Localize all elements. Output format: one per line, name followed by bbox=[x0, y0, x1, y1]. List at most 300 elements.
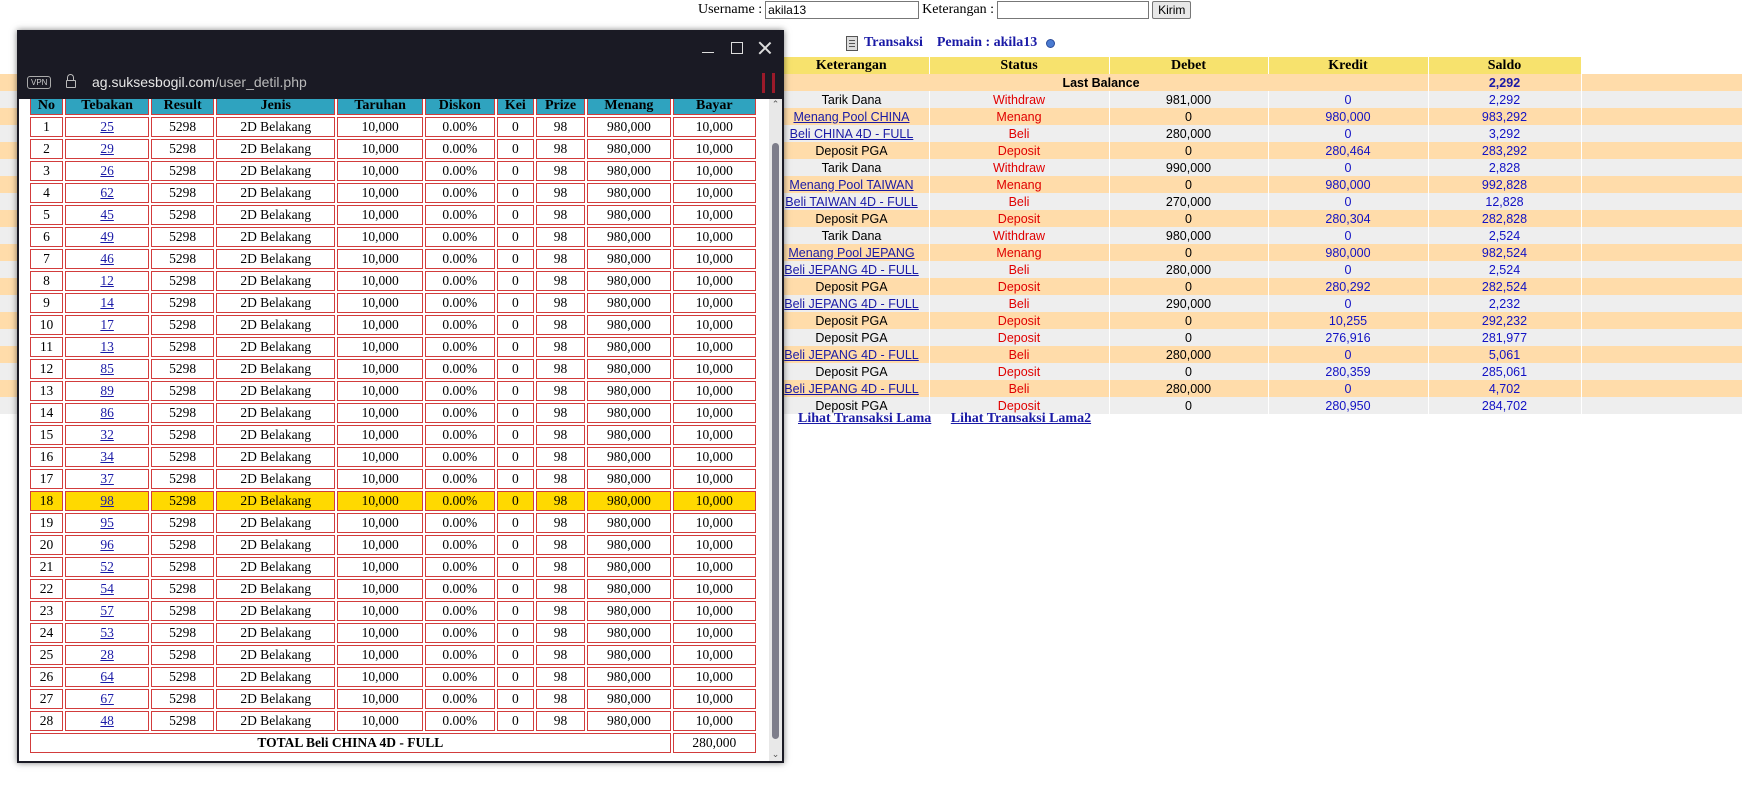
kredit-cell: 980,000 bbox=[1268, 108, 1428, 125]
kredit-cell: 280,950 bbox=[1268, 397, 1428, 414]
bayar-cell: 10,000 bbox=[673, 315, 756, 335]
result-cell: 5298 bbox=[151, 271, 214, 291]
jenis-cell: 2D Belakang bbox=[216, 161, 335, 181]
no-cell: 20 bbox=[30, 535, 63, 555]
tebakan-link[interactable]: 48 bbox=[100, 713, 114, 728]
tebakan-link[interactable]: 53 bbox=[100, 625, 114, 640]
bet-row bbox=[30, 469, 756, 489]
keterangan-link[interactable]: Beli TAIWAN 4D - FULL bbox=[785, 194, 918, 209]
menang-cell: 980,000 bbox=[587, 667, 670, 687]
kei-cell: 0 bbox=[497, 117, 534, 137]
prize-cell: 98 bbox=[536, 403, 585, 423]
saldo-cell: 282,828 bbox=[1428, 210, 1581, 227]
debet-cell: 0 bbox=[1109, 176, 1268, 193]
old-transaction-links bbox=[798, 411, 1107, 427]
diskon-cell: 0.00% bbox=[425, 315, 495, 335]
bayar-cell: 10,000 bbox=[673, 623, 756, 643]
kei-cell: 0 bbox=[497, 645, 534, 665]
saldo-cell: 283,292 bbox=[1428, 142, 1581, 159]
keterangan-cell[interactable] bbox=[774, 244, 929, 261]
bet-col-no: No bbox=[30, 99, 63, 115]
kredit-cell: 276,916 bbox=[1268, 329, 1428, 346]
taruhan-cell: 10,000 bbox=[337, 579, 422, 599]
kirim-button[interactable]: Kirim bbox=[1152, 1, 1191, 19]
no-cell: 27 bbox=[30, 689, 63, 709]
no-cell: 9 bbox=[30, 293, 63, 313]
kei-cell: 0 bbox=[497, 711, 534, 731]
diskon-cell: 0.00% bbox=[425, 491, 495, 511]
kei-cell: 0 bbox=[497, 381, 534, 401]
kei-cell: 0 bbox=[497, 513, 534, 533]
username-label: Username : bbox=[698, 2, 763, 17]
diskon-cell: 0.00% bbox=[425, 403, 495, 423]
keterangan-link[interactable]: Beli JEPANG 4D - FULL bbox=[784, 296, 919, 311]
saldo-cell: 2,828 bbox=[1428, 159, 1581, 176]
tebakan-link[interactable]: 98 bbox=[100, 493, 114, 508]
tebakan-link[interactable]: 13 bbox=[100, 339, 114, 354]
tebakan-cell[interactable] bbox=[65, 447, 149, 467]
username-input[interactable] bbox=[765, 1, 919, 19]
tebakan-cell[interactable] bbox=[65, 249, 149, 269]
no-cell: 22 bbox=[30, 579, 63, 599]
bet-row bbox=[30, 205, 756, 225]
bet-row bbox=[30, 271, 756, 291]
keterangan-cell: Deposit PGA bbox=[774, 397, 929, 414]
tebakan-cell[interactable] bbox=[65, 161, 149, 181]
bet-row bbox=[30, 249, 756, 269]
taruhan-cell: 10,000 bbox=[337, 183, 422, 203]
menang-cell: 980,000 bbox=[587, 579, 670, 599]
prize-cell: 98 bbox=[536, 161, 585, 181]
diskon-cell: 0.00% bbox=[425, 623, 495, 643]
bet-row bbox=[30, 645, 756, 665]
status-cell: Beli bbox=[929, 346, 1109, 363]
prize-cell: 98 bbox=[536, 513, 585, 533]
tebakan-link[interactable]: 54 bbox=[100, 581, 114, 596]
bet-row bbox=[30, 513, 756, 533]
tebakan-cell[interactable] bbox=[65, 711, 149, 731]
row-spacer-right bbox=[1581, 159, 1742, 176]
tebakan-cell[interactable] bbox=[65, 359, 149, 379]
kredit-cell: 0 bbox=[1268, 346, 1428, 363]
debet-cell: 0 bbox=[1109, 278, 1268, 295]
bet-row bbox=[30, 447, 756, 467]
taruhan-cell: 10,000 bbox=[337, 491, 422, 511]
scroll-up-icon[interactable]: ⌃ bbox=[771, 100, 780, 110]
prize-cell: 98 bbox=[536, 579, 585, 599]
keterangan-link[interactable]: Menang Pool CHINA bbox=[793, 109, 910, 124]
tebakan-link[interactable]: 67 bbox=[100, 691, 114, 706]
tebakan-cell[interactable] bbox=[65, 271, 149, 291]
bet-row bbox=[30, 667, 756, 687]
keterangan-cell[interactable] bbox=[774, 125, 929, 142]
keterangan-link[interactable]: Beli CHINA 4D - FULL bbox=[789, 126, 914, 141]
tebakan-cell[interactable] bbox=[65, 535, 149, 555]
bet-col-diskon: Diskon bbox=[425, 99, 495, 115]
tebakan-link[interactable]: 17 bbox=[100, 317, 114, 332]
diskon-cell: 0.00% bbox=[425, 139, 495, 159]
result-cell: 5298 bbox=[151, 381, 214, 401]
saldo-cell: 2,524 bbox=[1428, 227, 1581, 244]
tebakan-link[interactable]: 12 bbox=[100, 273, 114, 288]
diskon-cell: 0.00% bbox=[425, 381, 495, 401]
result-cell: 5298 bbox=[151, 447, 214, 467]
bayar-cell: 10,000 bbox=[673, 227, 756, 247]
row-spacer-right bbox=[1581, 329, 1742, 346]
tebakan-link[interactable]: 32 bbox=[100, 427, 114, 442]
bet-body bbox=[30, 117, 756, 753]
minimize-icon[interactable] bbox=[700, 40, 716, 56]
prize-cell: 98 bbox=[536, 689, 585, 709]
kredit-cell: 0 bbox=[1268, 193, 1428, 210]
taruhan-cell: 10,000 bbox=[337, 447, 422, 467]
taruhan-cell: 10,000 bbox=[337, 271, 422, 291]
keterangan-link[interactable]: Menang Pool JEPANG bbox=[788, 245, 915, 260]
prize-cell: 98 bbox=[536, 315, 585, 335]
tebakan-link[interactable]: 52 bbox=[100, 559, 114, 574]
keterangan-cell[interactable] bbox=[774, 346, 929, 363]
tebakan-cell[interactable] bbox=[65, 403, 149, 423]
last-balance-value: 2,292 bbox=[1428, 74, 1581, 91]
result-cell: 5298 bbox=[151, 645, 214, 665]
col-saldo: Saldo bbox=[1428, 57, 1581, 74]
bayar-cell: 10,000 bbox=[673, 601, 756, 621]
tebakan-cell[interactable] bbox=[65, 183, 149, 203]
debet-cell: 980,000 bbox=[1109, 227, 1268, 244]
tebakan-cell[interactable] bbox=[65, 117, 149, 137]
debet-cell: 270,000 bbox=[1109, 193, 1268, 210]
tebakan-link[interactable]: 49 bbox=[100, 229, 114, 244]
result-cell: 5298 bbox=[151, 183, 214, 203]
taruhan-cell: 10,000 bbox=[337, 139, 422, 159]
diskon-cell: 0.00% bbox=[425, 425, 495, 445]
prize-cell: 98 bbox=[536, 447, 585, 467]
bayar-cell: 10,000 bbox=[673, 139, 756, 159]
close-icon[interactable] bbox=[757, 40, 773, 56]
total-label: TOTAL Beli CHINA 4D - FULL bbox=[30, 733, 671, 753]
row-spacer-right bbox=[1581, 142, 1742, 159]
jenis-cell: 2D Belakang bbox=[216, 381, 335, 401]
kei-cell: 0 bbox=[497, 667, 534, 687]
prize-cell: 98 bbox=[536, 381, 585, 401]
info-icon[interactable] bbox=[1046, 39, 1055, 48]
tebakan-cell[interactable] bbox=[65, 139, 149, 159]
debet-cell: 0 bbox=[1109, 210, 1268, 227]
status-cell: Withdraw bbox=[929, 227, 1109, 244]
bet-col-tebakan: Tebakan bbox=[65, 99, 149, 115]
debet-cell: 981,000 bbox=[1109, 91, 1268, 108]
jenis-cell: 2D Belakang bbox=[216, 315, 335, 335]
debet-cell: 0 bbox=[1109, 329, 1268, 346]
jenis-cell: 2D Belakang bbox=[216, 491, 335, 511]
bayar-cell: 10,000 bbox=[673, 271, 756, 291]
tebakan-cell[interactable] bbox=[65, 337, 149, 357]
search-form bbox=[698, 0, 1191, 20]
menang-cell: 980,000 bbox=[587, 645, 670, 665]
no-cell: 16 bbox=[30, 447, 63, 467]
taruhan-cell: 10,000 bbox=[337, 601, 422, 621]
scrollbar[interactable] bbox=[769, 99, 782, 761]
no-cell: 3 bbox=[30, 161, 63, 181]
bayar-cell: 10,000 bbox=[673, 293, 756, 313]
row-spacer-right bbox=[1581, 380, 1742, 397]
bet-col-menang: Menang bbox=[587, 99, 670, 115]
bayar-cell: 10,000 bbox=[673, 689, 756, 709]
keterangan-cell: Deposit PGA bbox=[774, 278, 929, 295]
old-transactions-2-link[interactable]: Lihat Transaksi Lama2 bbox=[950, 411, 1092, 426]
prize-cell: 98 bbox=[536, 535, 585, 555]
tebakan-link[interactable]: 85 bbox=[100, 361, 114, 376]
prize-cell: 98 bbox=[536, 711, 585, 731]
menang-cell: 980,000 bbox=[587, 403, 670, 423]
diskon-cell: 0.00% bbox=[425, 117, 495, 137]
row-spacer-right bbox=[1581, 193, 1742, 210]
tebakan-link[interactable]: 25 bbox=[100, 119, 114, 134]
tebakan-cell[interactable] bbox=[65, 689, 149, 709]
menang-cell: 980,000 bbox=[587, 601, 670, 621]
tebakan-cell[interactable] bbox=[65, 469, 149, 489]
jenis-cell: 2D Belakang bbox=[216, 249, 335, 269]
result-cell: 5298 bbox=[151, 139, 214, 159]
jenis-cell: 2D Belakang bbox=[216, 117, 335, 137]
tebakan-link[interactable]: 62 bbox=[100, 185, 114, 200]
no-cell: 19 bbox=[30, 513, 63, 533]
bet-row bbox=[30, 557, 756, 577]
taruhan-cell: 10,000 bbox=[337, 315, 422, 335]
saldo-cell: 282,524 bbox=[1428, 278, 1581, 295]
tebakan-link[interactable]: 37 bbox=[100, 471, 114, 486]
url-text[interactable] bbox=[92, 74, 307, 90]
result-cell: 5298 bbox=[151, 601, 214, 621]
tebakan-cell[interactable] bbox=[65, 315, 149, 335]
taruhan-cell: 10,000 bbox=[337, 227, 422, 247]
bayar-cell: 10,000 bbox=[673, 557, 756, 577]
extension-icon[interactable] bbox=[762, 73, 778, 93]
tebakan-link[interactable]: 34 bbox=[100, 449, 114, 464]
tebakan-link[interactable]: 29 bbox=[100, 141, 114, 156]
bet-row bbox=[30, 359, 756, 379]
no-cell: 13 bbox=[30, 381, 63, 401]
menang-cell: 980,000 bbox=[587, 139, 670, 159]
no-cell: 15 bbox=[30, 425, 63, 445]
row-spacer-right bbox=[1581, 108, 1742, 125]
tebakan-cell[interactable] bbox=[65, 645, 149, 665]
tebakan-link[interactable]: 96 bbox=[100, 537, 114, 552]
bet-row bbox=[30, 689, 756, 709]
menang-cell: 980,000 bbox=[587, 161, 670, 181]
keterangan-cell[interactable] bbox=[774, 380, 929, 397]
keterangan-cell[interactable] bbox=[774, 176, 929, 193]
kei-cell: 0 bbox=[497, 469, 534, 489]
tebakan-link[interactable]: 64 bbox=[100, 669, 114, 684]
keterangan-cell: Deposit PGA bbox=[774, 329, 929, 346]
tebakan-link[interactable]: 28 bbox=[100, 647, 114, 662]
status-cell: Beli bbox=[929, 295, 1109, 312]
keterangan-cell: Deposit PGA bbox=[774, 142, 929, 159]
keterangan-link[interactable]: Beli JEPANG 4D - FULL bbox=[784, 262, 919, 277]
keterangan-cell[interactable] bbox=[774, 261, 929, 278]
taruhan-cell: 10,000 bbox=[337, 403, 422, 423]
bayar-cell: 10,000 bbox=[673, 337, 756, 357]
bayar-cell: 10,000 bbox=[673, 117, 756, 137]
taruhan-cell: 10,000 bbox=[337, 249, 422, 269]
tebakan-cell[interactable] bbox=[65, 513, 149, 533]
diskon-cell: 0.00% bbox=[425, 161, 495, 181]
bet-col-bayar: Bayar bbox=[673, 99, 756, 115]
popup-window bbox=[17, 30, 784, 763]
keterangan-input[interactable] bbox=[997, 1, 1149, 19]
debet-cell: 280,000 bbox=[1109, 380, 1268, 397]
no-cell: 26 bbox=[30, 667, 63, 687]
saldo-cell: 281,977 bbox=[1428, 329, 1581, 346]
menang-cell: 980,000 bbox=[587, 557, 670, 577]
result-cell: 5298 bbox=[151, 689, 214, 709]
prize-cell: 98 bbox=[536, 249, 585, 269]
keterangan-cell[interactable] bbox=[774, 295, 929, 312]
tebakan-link[interactable]: 57 bbox=[100, 603, 114, 618]
vpn-badge[interactable]: VPN bbox=[27, 76, 51, 89]
debet-cell: 0 bbox=[1109, 363, 1268, 380]
keterangan-cell: Deposit PGA bbox=[774, 312, 929, 329]
row-spacer-right bbox=[1581, 346, 1742, 363]
keterangan-link[interactable]: Beli JEPANG 4D - FULL bbox=[784, 381, 919, 396]
kei-cell: 0 bbox=[497, 205, 534, 225]
tebakan-link[interactable]: 14 bbox=[100, 295, 114, 310]
result-cell: 5298 bbox=[151, 667, 214, 687]
kei-cell: 0 bbox=[497, 337, 534, 357]
tebakan-cell[interactable] bbox=[65, 425, 149, 445]
prize-cell: 98 bbox=[536, 469, 585, 489]
keterangan-link[interactable]: Beli JEPANG 4D - FULL bbox=[784, 347, 919, 362]
tebakan-cell[interactable] bbox=[65, 293, 149, 313]
diskon-cell: 0.00% bbox=[425, 535, 495, 555]
taruhan-cell: 10,000 bbox=[337, 205, 422, 225]
menang-cell: 980,000 bbox=[587, 689, 670, 709]
tebakan-cell[interactable] bbox=[65, 623, 149, 643]
bet-row bbox=[30, 425, 756, 445]
status-cell: Withdraw bbox=[929, 159, 1109, 176]
tebakan-cell[interactable] bbox=[65, 381, 149, 401]
row-spacer-right bbox=[1581, 244, 1742, 261]
result-cell: 5298 bbox=[151, 711, 214, 731]
pemain-label: Pemain : akila13 bbox=[936, 35, 1038, 50]
bet-col-jenis: Jenis bbox=[216, 99, 335, 115]
status-cell: Menang bbox=[929, 108, 1109, 125]
bet-detail-table bbox=[28, 99, 758, 755]
tebakan-link[interactable]: 95 bbox=[100, 515, 114, 530]
tebakan-link[interactable]: 26 bbox=[100, 163, 114, 178]
menang-cell: 980,000 bbox=[587, 359, 670, 379]
jenis-cell: 2D Belakang bbox=[216, 183, 335, 203]
result-cell: 5298 bbox=[151, 535, 214, 555]
lock-icon[interactable] bbox=[66, 80, 76, 88]
scroll-down-icon[interactable]: ⌄ bbox=[771, 750, 780, 760]
no-cell: 4 bbox=[30, 183, 63, 203]
prize-cell: 98 bbox=[536, 117, 585, 137]
keterangan-cell[interactable] bbox=[774, 193, 929, 210]
tebakan-cell[interactable] bbox=[65, 205, 149, 225]
address-bar[interactable] bbox=[17, 67, 784, 99]
total-value: 280,000 bbox=[673, 733, 756, 753]
debet-cell: 280,000 bbox=[1109, 346, 1268, 363]
tebakan-link[interactable]: 89 bbox=[100, 383, 114, 398]
tebakan-link[interactable]: 46 bbox=[100, 251, 114, 266]
row-spacer-right bbox=[1581, 176, 1742, 193]
taruhan-cell: 10,000 bbox=[337, 513, 422, 533]
keterangan-cell: Deposit PGA bbox=[774, 210, 929, 227]
saldo-cell: 284,702 bbox=[1428, 397, 1581, 414]
prize-cell: 98 bbox=[536, 623, 585, 643]
result-cell: 5298 bbox=[151, 403, 214, 423]
tebakan-link[interactable]: 86 bbox=[100, 405, 114, 420]
bet-row bbox=[30, 117, 756, 137]
keterangan-label: Keterangan : bbox=[922, 2, 995, 17]
bayar-cell: 10,000 bbox=[673, 667, 756, 687]
tebakan-cell[interactable] bbox=[65, 667, 149, 687]
tebakan-cell[interactable] bbox=[65, 227, 149, 247]
kredit-cell: 0 bbox=[1268, 91, 1428, 108]
bayar-cell: 10,000 bbox=[673, 205, 756, 225]
popup-titlebar[interactable] bbox=[17, 30, 784, 67]
status-cell: Beli bbox=[929, 261, 1109, 278]
saldo-cell: 2,232 bbox=[1428, 295, 1581, 312]
bayar-cell: 10,000 bbox=[673, 425, 756, 445]
kredit-cell: 0 bbox=[1268, 227, 1428, 244]
prize-cell: 98 bbox=[536, 667, 585, 687]
tebakan-cell[interactable] bbox=[65, 601, 149, 621]
result-cell: 5298 bbox=[151, 293, 214, 313]
tebakan-cell[interactable] bbox=[65, 579, 149, 599]
kei-cell: 0 bbox=[497, 623, 534, 643]
result-cell: 5298 bbox=[151, 579, 214, 599]
url-path: /user_detil.php bbox=[214, 74, 307, 90]
tebakan-link[interactable]: 45 bbox=[100, 207, 114, 222]
bayar-cell: 10,000 bbox=[673, 645, 756, 665]
maximize-icon[interactable] bbox=[729, 40, 745, 56]
taruhan-cell: 10,000 bbox=[337, 645, 422, 665]
prize-cell: 98 bbox=[536, 205, 585, 225]
scroll-thumb[interactable] bbox=[772, 143, 779, 739]
jenis-cell: 2D Belakang bbox=[216, 403, 335, 423]
bet-row bbox=[30, 601, 756, 621]
bet-row bbox=[30, 161, 756, 181]
no-cell: 28 bbox=[30, 711, 63, 731]
kredit-cell: 0 bbox=[1268, 380, 1428, 397]
diskon-cell: 0.00% bbox=[425, 293, 495, 313]
debet-cell: 0 bbox=[1109, 244, 1268, 261]
taruhan-cell: 10,000 bbox=[337, 469, 422, 489]
menang-cell: 980,000 bbox=[587, 205, 670, 225]
bayar-cell: 10,000 bbox=[673, 161, 756, 181]
keterangan-link[interactable]: Menang Pool TAIWAN bbox=[789, 177, 914, 192]
menang-cell: 980,000 bbox=[587, 271, 670, 291]
prize-cell: 98 bbox=[536, 337, 585, 357]
tebakan-cell[interactable] bbox=[65, 491, 149, 511]
kei-cell: 0 bbox=[497, 161, 534, 181]
bayar-cell: 10,000 bbox=[673, 535, 756, 555]
bet-row bbox=[30, 711, 756, 731]
saldo-cell: 992,828 bbox=[1428, 176, 1581, 193]
keterangan-cell[interactable] bbox=[774, 108, 929, 125]
old-transactions-link[interactable]: Lihat Transaksi Lama bbox=[798, 411, 932, 426]
result-cell: 5298 bbox=[151, 315, 214, 335]
status-cell: Deposit bbox=[929, 329, 1109, 346]
jenis-cell: 2D Belakang bbox=[216, 711, 335, 731]
tebakan-cell[interactable] bbox=[65, 557, 149, 577]
kei-cell: 0 bbox=[497, 293, 534, 313]
prize-cell: 98 bbox=[536, 183, 585, 203]
bet-row bbox=[30, 403, 756, 423]
